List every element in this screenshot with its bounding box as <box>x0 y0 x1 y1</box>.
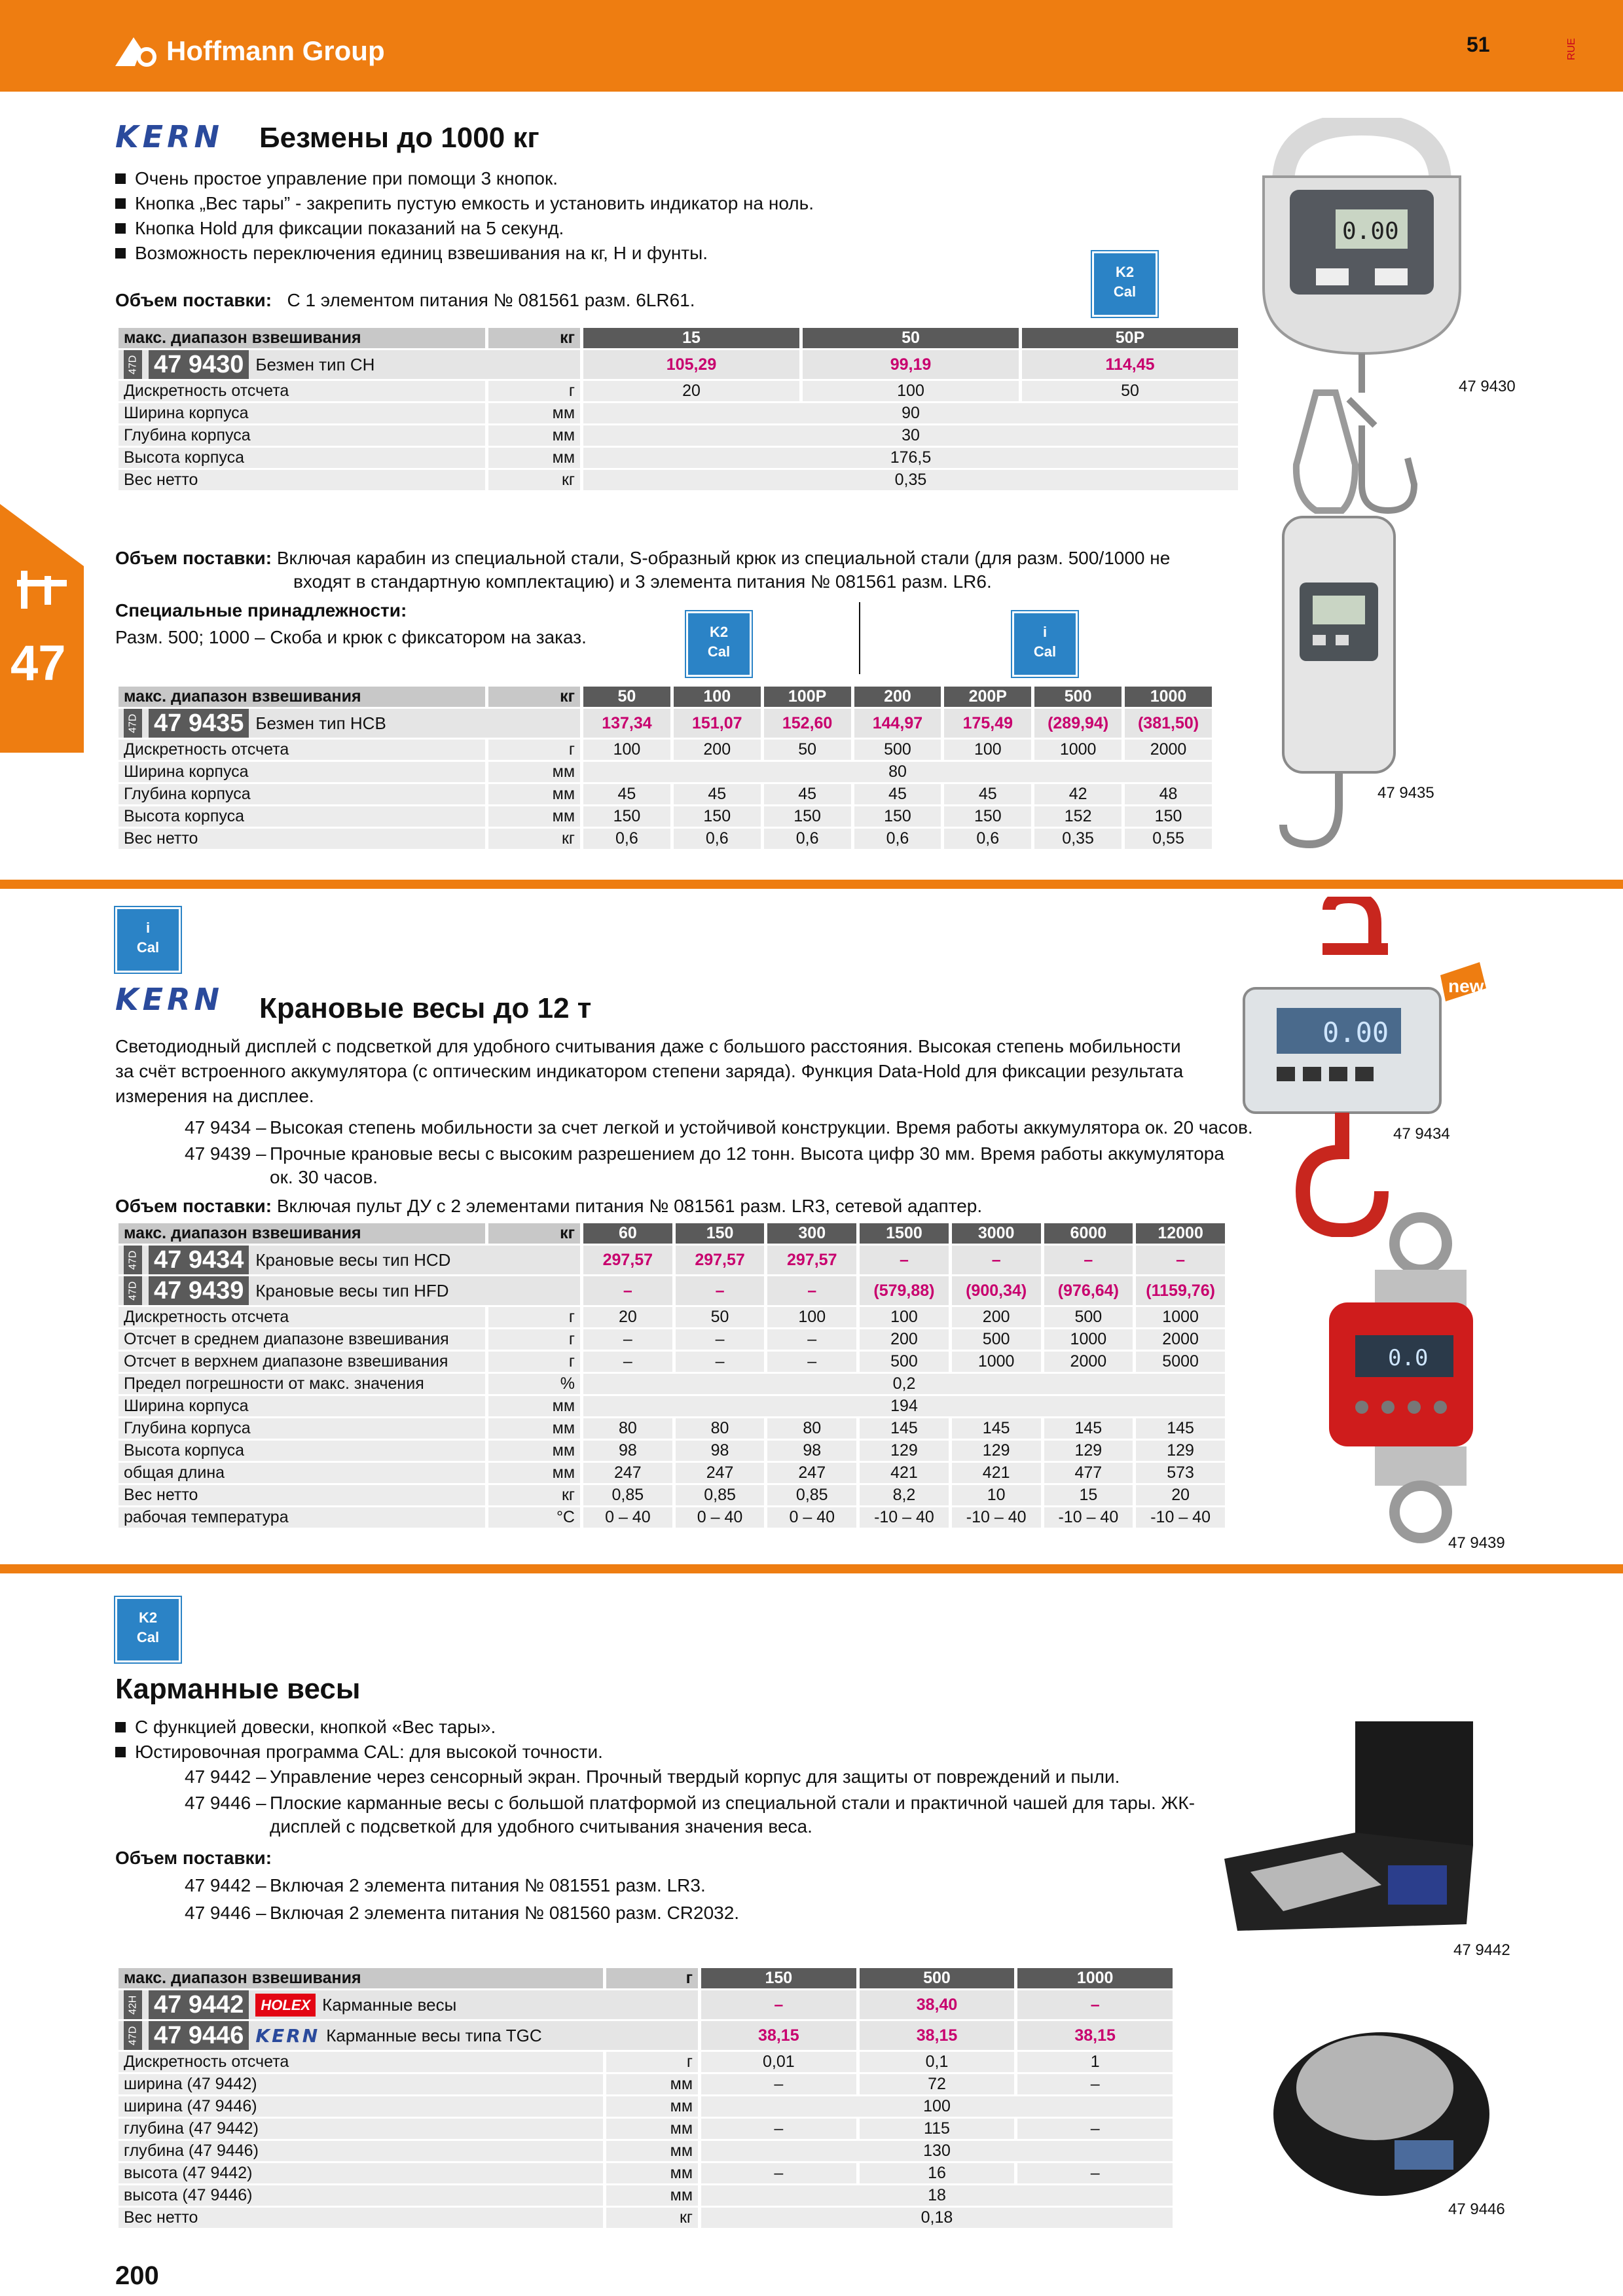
note-text: Плоские карманные весы с большой платформой из специальной стали и практичной чашей для тары. ЖК- <box>270 1793 1195 1813</box>
note-text-cont: ок. 30 часов. <box>270 1167 378 1187</box>
k2-cal-badge: K2 Cal <box>115 1597 181 1662</box>
table-row[interactable]: 47D 47 9430 Безмен тип CH 105,29 99,19 114,45 <box>119 350 1238 379</box>
table-row: Вес нетто кг 0,35 <box>119 470 1238 490</box>
note-no: 47 9442 – <box>185 1767 266 1787</box>
list-item: Кнопка „Вес тары” - закрепить пустую емкость и установить индикатор на ноль. <box>115 191 814 216</box>
supply-info-cont: входят в стандартную комплектацию) и 3 элемента питания № 081561 разм. LR6. <box>293 571 992 592</box>
table-row: Отсчет в среднем диапазоне взвешивания г – – – 200 500 1000 2000 <box>119 1329 1225 1350</box>
crane-scale-hcd-image <box>1237 897 1486 1237</box>
table-row: Дискретность отсчета г 0,01 0,1 1 <box>119 2052 1173 2072</box>
note-text: Управление через сенсорный экран. Прочный твердый корпус для защиты от повреждений и пыли. <box>270 1767 1120 1787</box>
table-row: общая длина мм 247 247 247 421 421 477 573 <box>119 1463 1225 1483</box>
table-row: высота (47 9442) мм – 16 – <box>119 2163 1173 2183</box>
note-no: 47 9446 – <box>185 1903 266 1923</box>
table-row: Дискретность отсчета г 20 50 100 100 200 500 1000 <box>119 1307 1225 1327</box>
table-row: Вес нетто кг 0,18 <box>119 2208 1173 2228</box>
image-caption: 47 9439 <box>1448 1534 1505 1552</box>
article-number: 47 9430 <box>149 350 249 379</box>
note-text-cont: дисплей с подсветкой для удобного считывания значения веса. <box>270 1816 812 1837</box>
spec-table: макс. диапазон взвешивания кг 60 150 300 1500 3000 6000 12000 47D 47 9434 Крановые весы тип HCD 297,57 297,57 297,57 – – – – 47D 47 9439 Крановые весы тип HFD – – – (579,88) (900,34) (976,64) (1159,76) Дискретность отсчета г 20 50 100 100 200 500 1000 Отсчет в среднем диапазоне взвешивания г – – – 200 500 1000 2000 Отсчет в верхнем диапазоне взвешивания г – – – 500 1000 2000 5000 Предел погрешности от макс. значения % 0,2 Ширина корпуса мм 194 Глубина корпуса мм 80 80 80 145 145 145 145 Высота корпуса мм 98 98 98 129 129 129 129 общая длина мм 247 247 247 421 421 477 573 Вес нетто кг 0,85 0,85 0,85 8,2 10 15 20 рабочая температура °C 0 – 40 0 – 40 0 – 40 -10 – 40 -10 – 40 -10 – 40 -10 – 40 <box>115 1221 1228 1530</box>
i-cal-badge: i Cal <box>1012 611 1078 677</box>
note-no: 47 9439 – <box>185 1143 266 1164</box>
spec-table: макс. диапазон взвешивания кг 15 50 50P 47D 47 9430 Безмен тип CH 105,29 99,19 114,45 Дискретность отсчета г 20 100 50 Ширина корпуса мм 90 Глубина корпуса мм 30 Высота корпуса мм 176,5 Вес нетто кг 0,35 <box>115 326 1241 492</box>
table-row[interactable]: 47D 47 9434 Крановые весы тип HCD 297,57 297,57 297,57 – – – – <box>119 1246 1225 1274</box>
table-row: Дискретность отсчета г 20 100 50 <box>119 381 1238 401</box>
list-item: Возможность переключения единиц взвешивания на кг, Н и фунты. <box>115 241 814 266</box>
new-badge: new <box>1448 976 1484 996</box>
image-caption: 47 9446 <box>1448 2200 1505 2218</box>
article-number: 47 9446 <box>149 2021 249 2050</box>
accessories-label: Специальные принадлежности: <box>115 600 407 620</box>
accessories-text: Разм. 500; 1000 – Скоба и крюк с фиксатором на заказ. <box>115 627 587 647</box>
article-number: 47 9442 <box>149 1990 249 2019</box>
note-no: 47 9446 – <box>185 1793 266 1813</box>
supply-info: Объем поставки: Включая пульт ДУ с 2 элементами питания № 081561 разм. LR3, сетевой адаптер. <box>115 1196 983 1216</box>
chapter-tab <box>0 504 84 753</box>
chapter-number: 47 <box>10 636 66 691</box>
svg-text:0.00: 0.00 <box>1342 218 1399 245</box>
table-row: ширина (47 9446) мм 100 <box>119 2096 1173 2117</box>
table-row: Вес нетто кг 0,85 0,85 0,85 8,2 10 15 20 <box>119 1485 1225 1505</box>
note-no: 47 9434 – <box>185 1117 266 1138</box>
intro-text: Светодиодный дисплей с подсветкой для удобного считывания даже с большого расстояния. Высокая степень мобильности за счёт встроенного аккумулятора (с оптическим индикатором степени заряда). Функция Data-Hold для фиксации результата измерения на дисплее. <box>115 1036 1184 1106</box>
list-item: Очень простое управление при помощи 3 кнопок. <box>115 166 814 191</box>
kern-logo: KERN <box>115 119 223 154</box>
table-row: Вес нетто кг 0,6 0,6 0,6 0,6 0,6 0,35 0,55 <box>119 829 1212 849</box>
table-row: Отсчет в верхнем диапазоне взвешивания г – – – 500 1000 2000 5000 <box>119 1352 1225 1372</box>
table-row: Глубина корпуса мм 80 80 80 145 145 145 145 <box>119 1418 1225 1439</box>
brand-logo[interactable] <box>115 33 385 69</box>
crane-scale-hfd-image <box>1322 1211 1480 1558</box>
kern-logo: KERN <box>115 982 223 1017</box>
table-row: глубина (47 9442) мм – 115 – <box>119 2119 1173 2139</box>
table-row: Ширина корпуса мм 90 <box>119 403 1238 423</box>
supply-info: Объем поставки: Включая карабин из специальной стали, S-образный крюк из специальной стали (для разм. 500/1000 не <box>115 548 1171 568</box>
section-title: Крановые весы до 12 т <box>259 992 592 1024</box>
note-text: Высокая степень мобильности за счет легкой и устойчивой конструкции. Время работы аккумулятора ок. 20 часов. <box>270 1117 1253 1138</box>
list-item: Кнопка Hold для фиксации показаний на 5 секунд. <box>115 216 814 241</box>
table-row: Глубина корпуса мм 30 <box>119 425 1238 446</box>
brand-name: Hoffmann Group <box>166 35 385 66</box>
table-row: Ширина корпуса мм 194 <box>119 1396 1225 1416</box>
table-row: ширина (47 9442) мм – 72 – <box>119 2074 1173 2094</box>
side-code: RUE <box>1566 38 1577 60</box>
table-row: высота (47 9446) мм 18 <box>119 2185 1173 2206</box>
table-row: Глубина корпуса мм 45 45 45 45 45 42 48 <box>119 784 1212 804</box>
supply-text: Включая 2 элемента питания № 081551 разм. LR3. <box>270 1875 706 1895</box>
image-caption: 47 9434 <box>1393 1125 1450 1143</box>
kern-logo: KERN <box>255 2024 320 2047</box>
hoffmann-logo-icon <box>115 35 161 67</box>
pocket-scale-holex-image <box>1211 1715 1486 1937</box>
table-row: рабочая температура °C 0 – 40 0 – 40 0 – 40 -10 – 40 -10 – 40 -10 – 40 -10 – 40 <box>119 1507 1225 1528</box>
supply-label: Объем поставки: <box>115 1848 272 1868</box>
i-cal-badge: i Cal <box>115 907 181 973</box>
holex-logo: HOLEX <box>255 1994 316 2017</box>
table-row: глубина (47 9446) мм 130 <box>119 2141 1173 2161</box>
section-divider <box>0 1564 1623 1573</box>
pocket-scale-kern-image <box>1270 2016 1493 2199</box>
section-title: Карманные весы <box>115 1673 361 1705</box>
table-row[interactable]: 42H 47 9442 HOLEX Карманные весы – 38,40 – <box>119 1990 1173 2019</box>
table-row[interactable]: 47D 47 9439 Крановые весы тип HFD – – – (579,88) (900,34) (976,64) (1159,76) <box>119 1276 1225 1305</box>
table-row: Высота корпуса мм 176,5 <box>119 448 1238 468</box>
svg-text:0.0: 0.0 <box>1388 1345 1429 1371</box>
article-number: 47 9439 <box>149 1276 249 1305</box>
feature-list <box>115 1715 603 1765</box>
caliper-icon <box>14 567 69 613</box>
k2-cal-badge: K2 Cal <box>1092 251 1158 317</box>
table-row[interactable]: 47D 47 9446 KERN Карманные весы типа TGC 38,15 38,15 38,15 <box>119 2021 1173 2050</box>
section-divider <box>0 880 1623 889</box>
image-caption: 47 9442 <box>1453 1941 1510 1959</box>
svg-text:0.00: 0.00 <box>1322 1016 1389 1049</box>
table-row: Ширина корпуса мм 80 <box>119 762 1212 782</box>
article-number: 47 9434 <box>149 1246 249 1274</box>
page-number: 51 <box>1467 33 1490 56</box>
table-row: Высота корпуса мм 98 98 98 129 129 129 129 <box>119 1441 1225 1461</box>
list-item: С функцией довески, кнопкой «Вес тары». <box>115 1715 603 1740</box>
article-number: 47 9435 <box>149 709 249 738</box>
divider <box>859 602 860 674</box>
list-item: Юстировочная программа CAL: для высокой точности. <box>115 1740 603 1765</box>
note-no: 47 9442 – <box>185 1875 266 1895</box>
feature-list <box>115 166 814 266</box>
note-text: Прочные крановые весы с высоким разрешением до 12 тонн. Высота цифр 30 мм. Время работы аккумулятора <box>270 1143 1224 1164</box>
spec-table: макс. диапазон взвешивания кг 50 100 100P 200 200P 500 1000 47D 47 9435 Безмен тип HCB 137,34 151,07 152,60 144,97 175,49 (289,94) (381,50) Дискретность отсчета г 100 200 50 500 100 1000 2000 Ширина корпуса мм 80 Глубина корпуса мм 45 45 45 45 45 42 48 Высота корпуса мм 150 150 150 150 150 152 150 Вес нетто кг 0,6 0,6 0,6 0,6 0,6 0,35 0,55 <box>115 685 1215 851</box>
table-row: Дискретность отсчета г 100 200 50 500 100 1000 2000 <box>119 740 1212 760</box>
table-row: Предел погрешности от макс. значения % 0,2 <box>119 1374 1225 1394</box>
table-row[interactable]: 47D 47 9435 Безмен тип HCB 137,34 151,07 152,60 144,97 175,49 (289,94) (381,50) <box>119 709 1212 738</box>
table-row: Высота корпуса мм 150 150 150 150 150 152 150 <box>119 806 1212 827</box>
image-caption: 47 9430 <box>1459 378 1516 395</box>
k2-cal-badge: K2 Cal <box>686 611 752 677</box>
spec-table: макс. диапазон взвешивания г 150 500 1000 42H 47 9442 HOLEX Карманные весы – 38,40 – 47D 47 9446 KERN Карманные весы типа TGC 38,15 38,15 38,15 Дискретность отсчета г 0,01 0,1 1 ширина (47 9442) мм – 72 – ширина (47 9446) мм 100 глубина (47 9442) мм – 115 – глубина (47 9446) мм 130 высота (47 9442) мм – 16 – высота (47 9446) мм 18 Вес нетто кг 0,18 <box>115 1966 1176 2230</box>
supply-info: Объем поставки: С 1 элементом питания № 081561 разм. 6LR61. <box>115 290 695 310</box>
supply-text: Включая 2 элемента питания № 081560 разм. CR2032. <box>270 1903 740 1923</box>
page-footer-number: 200 <box>115 2261 159 2290</box>
image-caption: 47 9435 <box>1377 784 1434 802</box>
section-title: Безмены до 1000 кг <box>259 122 539 154</box>
